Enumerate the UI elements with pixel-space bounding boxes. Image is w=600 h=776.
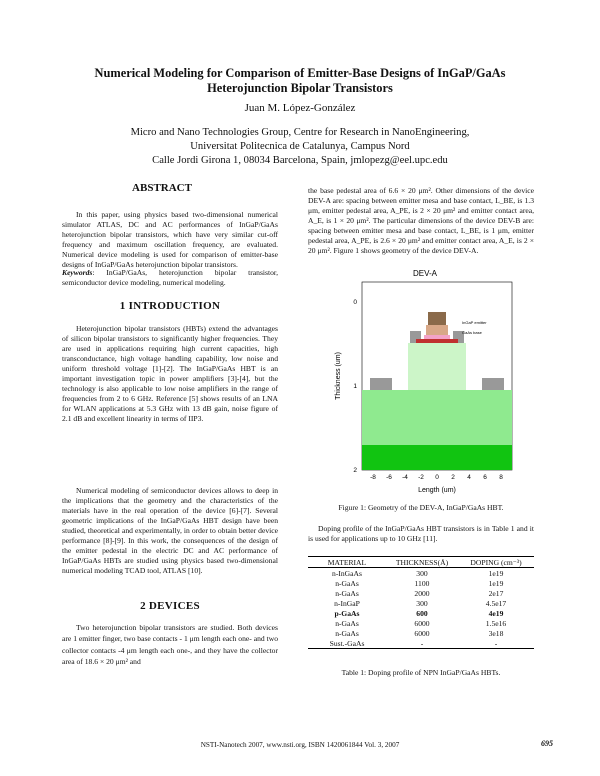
title-line-2: Heterojunction Bipolar Transistors xyxy=(207,81,393,95)
affil-line-2: Universitat Politecnica de Catalunya, Campus Nord xyxy=(190,141,410,152)
base-pedestal xyxy=(408,343,466,390)
subcollector-layer xyxy=(362,445,512,470)
cell-doping: 1e19 xyxy=(488,578,504,588)
table-caption: Table 1: Doping profile of NPN InGaP/GaAs HBTs. xyxy=(341,668,501,677)
devices-dimensions-text: the base pedestal area of 6.6 × 20 μm². Other dimensions of the device DEV-A are: spacing between emitter mesa and base contact, L_BE, is 1.3 μm, emitter pedestal area, A_PE, is 2 × 20 μm² and emitter contact area, A_E, is 1 × 20 μm². The particular dimensions of the device DEV-B are: spacing between emitter mesa and base contact, L_BE, is 1 μm, emitter pedestal area, A_PE, is 2.6 × 20 μm² and emitter contact area, A_E, is 2 × 20 μm². Figure 1 shows geometry of the device DEV-A. xyxy=(308,186,534,255)
affil-line-1: Micro and Nano Technologies Group, Centre for Research in NanoEngineering, xyxy=(130,127,470,138)
footer-text: NSTI-Nanotech 2007, www.nsti.org, ISBN 1420061844 Vol. 3, 2007 xyxy=(200,741,400,749)
affil-line-3: Calle Jordi Girona 1, 08034 Barcelona, Spain, jmlopezg@eel.upc.edu xyxy=(152,155,448,166)
y-tick-1: 1 xyxy=(353,383,357,390)
keywords-label: Keywords xyxy=(62,268,93,277)
cell-thickness: 2000 xyxy=(414,588,430,598)
cell-material: n-GaAs xyxy=(335,618,359,628)
cell-doping: 4e19 xyxy=(488,608,504,618)
keywords-text: : InGaP/GaAs, heterojunction bipolar transistor, semiconductor device modeling, numerical modeling. xyxy=(62,268,278,287)
abstract-text: In this paper, using physics based two-dimensional numerical simulator ATLAS, DC and AC performances of InGaP/GaAs heterojunction bipolar transistors, which have very similar cut-off frequency and maximum oscillation frequency, are evaluated. Numerical device modeling is used for comparison of emitter-base designs of InGaP/GaAs heterojunction bipolar transistors. xyxy=(62,210,278,269)
label-ingap-emitter: InGaP emitter xyxy=(462,320,487,325)
cell-thickness: 1100 xyxy=(414,578,430,588)
emitter-mesa xyxy=(426,325,448,335)
x-tick-0: -8 xyxy=(370,474,376,481)
collector-contact-left xyxy=(370,378,392,390)
cell-doping: 1e19 xyxy=(488,568,504,578)
cell-thickness: 6000 xyxy=(414,618,430,628)
x-axis-label: Length (um) xyxy=(418,487,456,494)
doping-table xyxy=(308,556,534,649)
cell-material: n-GaAs xyxy=(335,588,359,598)
collector-contact-right xyxy=(482,378,504,390)
table-row xyxy=(308,638,534,649)
table-row xyxy=(308,618,534,628)
table-row xyxy=(308,578,534,588)
keywords xyxy=(62,268,278,288)
x-tick-7: 6 xyxy=(483,474,487,481)
abstract-heading: ABSTRACT xyxy=(132,182,192,194)
y-axis-label: Thickness (um) xyxy=(335,352,342,400)
table-row-highlight xyxy=(308,608,534,618)
devices-heading: 2 DEVICES xyxy=(140,600,200,612)
header-thickness: THICKNESS(Å) xyxy=(395,557,449,567)
cell-material: n-InGaAs xyxy=(332,568,362,578)
cell-material: p-GaAs xyxy=(334,608,360,618)
table-row xyxy=(308,628,534,638)
intro-heading: 1 INTRODUCTION xyxy=(119,300,221,312)
header-material: MATERIAL xyxy=(327,557,367,567)
label-gaas-base: GaAs base xyxy=(462,330,482,335)
devices-paragraph: Two heterojunction bipolar transistors are studied. Both devices are 1 emitter finger, two base contacts - 1 μm length each one- and two collector contacts -4 μm length each one-, and they have the collector area of 18.6 × 20 μm² and xyxy=(62,623,278,667)
cell-thickness: 300 xyxy=(416,598,428,608)
cell-thickness: - xyxy=(420,638,424,648)
cell-doping: 1.5e16 xyxy=(485,618,507,628)
x-tick-1: -6 xyxy=(386,474,392,481)
collector-layer xyxy=(362,390,512,445)
page-number: 695 xyxy=(541,739,553,748)
table-row xyxy=(308,598,534,608)
affiliation xyxy=(40,126,560,168)
figure-title: DEV-A xyxy=(412,269,438,278)
cell-doping: - xyxy=(494,638,498,648)
cell-thickness: 300 xyxy=(416,568,428,578)
title-line-1: Numerical Modeling for Comparison of Emitter-Base Designs of InGaP/GaAs xyxy=(94,66,506,80)
ingap-emitter-layer xyxy=(424,335,450,339)
intro-paragraph-1: Heterojunction bipolar transistors (HBTs) extend the advantages of silicon bipolar transistors to significantly higher frequencies. They are used in applications requiring high current capacities, high transconductance, high voltage handling capability, low noise and uniform threshold voltage [1]-[2]. The InGaP/GaAs HBT is an important investigation topic in power amplifiers [3]-[4], but the technology is also applicable to low noise amplifiers in the range of frequencies from 2 to 6 GHz. Reference [5] shows results of an LNA for WLAN applications at 5.3 GHz with 13 dB gain, noise figure of 2.1 dB and excellent linearity in terms of IIP3. xyxy=(62,324,278,423)
intro-paragraph-2: Numerical modeling of semiconductor devices allows to deep in the implications that the geometry and the characteristics of the materials have in the real operation of the device [6]-[7]. Several geometric implications of the InGaP/GaAs HBT design have been studied, theoretical and experimentally, in order to obtain better device performance [8]-[9]. In this work, the consequences of the design of the emitter pedestal in the electric DC and AC performance of InGaP/GaAs HBTs are studied using physics based two-dimensional numerical modeling TCAD tool, ATLAS [10]. xyxy=(62,486,278,575)
table-intro-text: Doping profile of the InGaP/GaAs HBT transistors is in Table 1 and it is used for applications up to 10 GHz [11]. xyxy=(308,524,534,543)
author: Juan M. López-González xyxy=(244,102,356,114)
cell-thickness: 6000 xyxy=(414,628,430,638)
table-header-row xyxy=(308,557,534,568)
header-doping: DOPING (cm⁻³) xyxy=(470,557,522,567)
cell-material: Sust.-GaAs xyxy=(329,638,365,648)
gaas-base-layer xyxy=(416,339,458,343)
cell-material: n-InGaP xyxy=(334,598,360,608)
emitter-contact xyxy=(428,312,446,325)
cell-doping: 4.5e17 xyxy=(485,598,507,608)
cell-thickness: 600 xyxy=(416,608,428,618)
y-tick-2: 2 xyxy=(353,467,357,474)
x-tick-2: -4 xyxy=(402,474,408,481)
cell-material: n-GaAs xyxy=(335,578,359,588)
y-tick-0: 0 xyxy=(353,299,357,306)
figure-caption: Figure 1: Geometry of the DEV-A, InGaP/GaAs HBT. xyxy=(338,503,504,512)
paper-title xyxy=(40,66,560,96)
x-tick-6: 4 xyxy=(467,474,471,481)
cell-doping: 3e18 xyxy=(488,628,504,638)
table-row xyxy=(308,568,534,579)
x-tick-3: -2 xyxy=(418,474,424,481)
cell-doping: 2e17 xyxy=(488,588,504,598)
table-row xyxy=(308,588,534,598)
cell-material: n-GaAs xyxy=(335,628,359,638)
figure-1 xyxy=(330,264,520,500)
x-tick-5: 2 xyxy=(451,474,455,481)
x-tick-8: 8 xyxy=(499,474,503,481)
x-tick-4: 0 xyxy=(435,474,439,481)
